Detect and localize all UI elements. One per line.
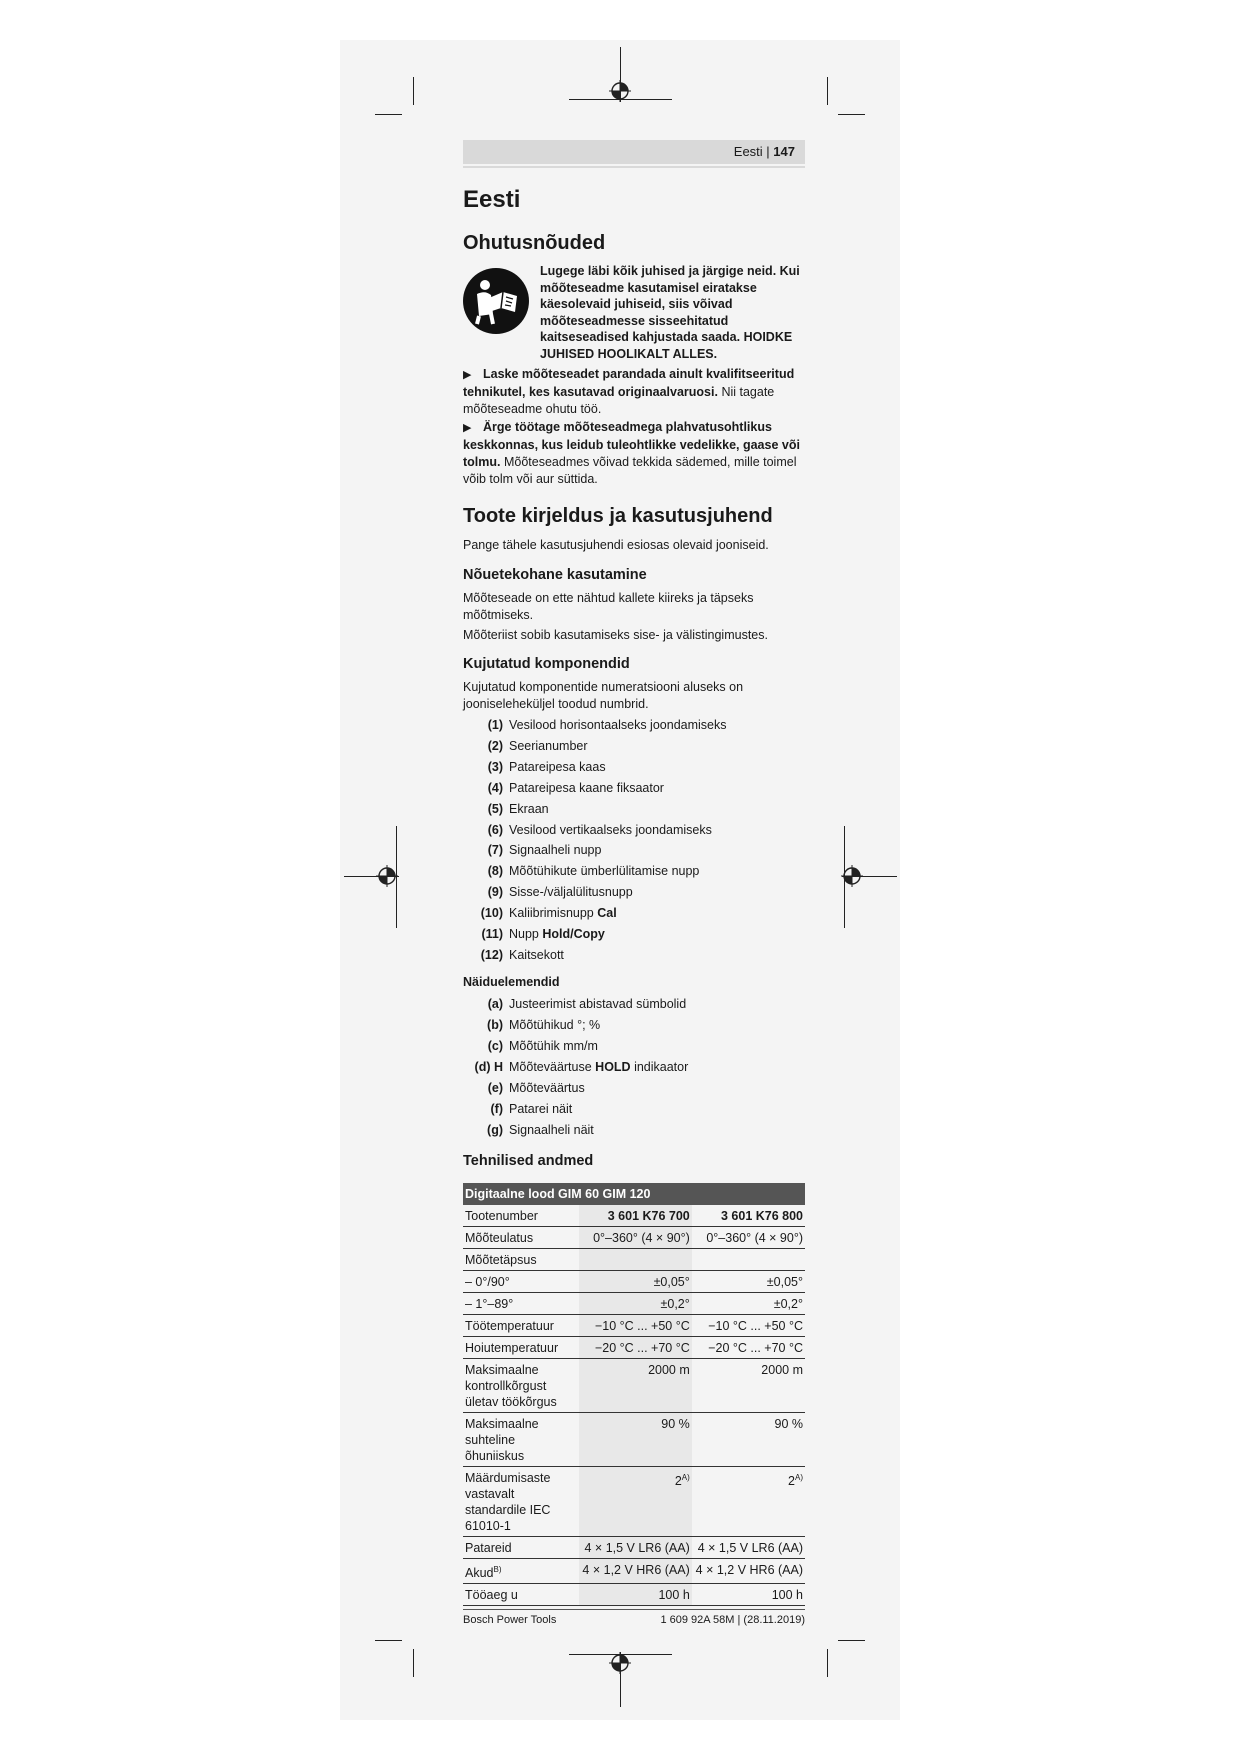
spec-value-text: 90 % [774, 1417, 803, 1431]
table-row [463, 1337, 805, 1359]
header-language: Eesti [733, 144, 763, 159]
table-title: Digitaalne lood GIM 60 GIM 120 [463, 1183, 805, 1205]
spec-value-text: ±0,2° [773, 1297, 803, 1311]
spec-value-text: 2 [788, 1474, 795, 1489]
spec-label-text: Töötemperatuur [465, 1319, 554, 1333]
spec-value-gim120 [692, 1537, 805, 1559]
component-label: Patareipesa kaas [509, 759, 606, 774]
spec-value-gim60 [579, 1249, 692, 1271]
display-list-item [467, 1080, 585, 1096]
spec-value-gim120 [692, 1293, 805, 1315]
display-list-item [467, 1101, 572, 1117]
display-number: (g) [487, 1123, 503, 1137]
header-rule [463, 166, 805, 168]
spec-label [463, 1467, 579, 1537]
tech-data-heading: Tehnilised andmed [463, 1153, 594, 1169]
display-number: (d) H [474, 1060, 503, 1074]
registration-target-icon [841, 865, 863, 887]
spec-label-text: – 0°/90° [465, 1275, 510, 1289]
spec-label [463, 1205, 579, 1227]
table-header-row [463, 1183, 805, 1205]
display-list-item [467, 1122, 594, 1138]
component-number: (5) [487, 801, 503, 816]
bullet-arrow-icon: ▶ [463, 369, 472, 381]
display-label: Mõõteväärtus [509, 1081, 585, 1095]
table-row [463, 1413, 805, 1467]
header-separator: | [762, 144, 774, 159]
crop-mark [375, 114, 402, 115]
component-label: Nupp [509, 927, 543, 941]
spec-value-text: 4 × 1,2 V HR6 (AA) [582, 1563, 690, 1577]
spec-value-gim120 [692, 1559, 805, 1584]
table-row [463, 1559, 805, 1584]
display-label-bold: HOLD [595, 1060, 631, 1074]
display-label: Signaalheli näit [509, 1123, 594, 1137]
spec-value-text: 0°–360° (4 × 90°) [706, 1231, 803, 1245]
table-row [463, 1359, 805, 1413]
component-label: Sisse-/väljalülitusnupp [509, 885, 633, 900]
component-label: Kaliibrimisnupp [509, 906, 598, 921]
page-number: 147 [773, 144, 795, 159]
spec-label [463, 1293, 579, 1315]
component-number: (12) [480, 947, 503, 962]
read-manual-icon [463, 268, 529, 334]
spec-value-text: 4 × 1,2 V HR6 (AA) [695, 1563, 803, 1577]
display-elements-heading: Näiduelemendid [463, 975, 560, 989]
spec-value-text: 100 h [658, 1588, 690, 1603]
spec-value-text: 100 h [771, 1588, 803, 1603]
display-number: (f) [490, 1102, 503, 1116]
component-list-item [467, 842, 601, 858]
spec-label-text: Maksimaalne kontrollkõrgust ületav töökõrgus [465, 1363, 557, 1409]
display-label: Mõõtühik mm/m [509, 1039, 598, 1053]
table-row [463, 1537, 805, 1559]
safety-bullet-bold: Laske mõõteseadet parandada ainult kvalifitseeritud tehnikutel, kes kasutavad originaalvaruosi. [463, 367, 795, 399]
spec-value-footnote: A) [681, 1473, 690, 1482]
spec-label-text: Patareid [465, 1541, 512, 1555]
spec-value-gim60 [579, 1467, 692, 1537]
component-list-item [467, 759, 606, 775]
spec-label-text: Hoiutemperatuur [465, 1341, 559, 1355]
spec-label [463, 1559, 579, 1584]
crop-mark [827, 1649, 828, 1677]
spec-label [463, 1537, 579, 1559]
component-label: Kaitsekott [509, 947, 564, 962]
spec-value-text: 3 601 K76 700 [607, 1209, 690, 1223]
spec-label-footnote: B) [493, 1565, 502, 1574]
component-label: Vesilood vertikaalseks joondamiseks [509, 822, 712, 837]
spec-value-gim60 [579, 1271, 692, 1293]
component-number: (1) [487, 718, 503, 732]
spec-value-text: 2000 m [761, 1363, 803, 1377]
component-number: (10) [480, 906, 503, 921]
safety-bullet-bold: Ärge töötage mõõteseadmega plahvatusohtlikus keskkonnas, kus leidub tuleohtlikke vedelikke, gaase või tolmu. [463, 420, 800, 469]
spec-value-gim120 [692, 1227, 805, 1249]
spec-value-text: −10 °C ... +50 °C [594, 1319, 690, 1333]
component-number: (11) [481, 927, 503, 941]
table-row [463, 1293, 805, 1315]
spec-value-gim60 [579, 1413, 692, 1467]
spec-value-gim120 [692, 1584, 805, 1606]
table-row [463, 1205, 805, 1227]
display-label: Mõõtühikud °; % [509, 1018, 601, 1032]
components-heading: Kujutatud komponendid [463, 656, 630, 672]
spec-label-text: Mõõtetäpsus [465, 1253, 537, 1267]
safety-warning: Lugege läbi kõik juhised ja järgige neid. Kui mõõteseadme kasutamisel eiratakse käesolevaid juhiseid, siis võivad mõõteseadmesse sisseehitatud kaitseseadised kahjustada saada. HOIDKE JUHISED HOOLIKALT ALLES. [540, 264, 800, 361]
spec-label [463, 1227, 579, 1249]
spec-label [463, 1584, 579, 1606]
spec-label-text: – 1°–89° [465, 1297, 514, 1311]
spec-value-gim60 [579, 1227, 692, 1249]
page-title: Eesti [463, 186, 521, 213]
spec-label [463, 1359, 579, 1413]
spec-value-gim120 [692, 1413, 805, 1467]
crop-mark [827, 77, 828, 105]
display-label: Patarei näit [509, 1102, 573, 1116]
component-list-item [467, 822, 712, 838]
component-label: Signaalheli nupp [509, 843, 602, 858]
spec-value-text: ±0,05° [653, 1275, 690, 1289]
display-number: (c) [487, 1039, 503, 1053]
spec-label [463, 1337, 579, 1359]
spec-value-gim60 [579, 1584, 692, 1606]
spec-label-text: Mõõteulatus [465, 1231, 534, 1245]
intended-use-heading: Nõuetekohane kasutamine [463, 567, 647, 583]
display-label: Mõõteväärtuse [509, 1060, 596, 1074]
spec-label [463, 1271, 579, 1293]
display-number: (e) [487, 1081, 503, 1095]
spec-label-text: Tootenumber [465, 1209, 538, 1223]
component-number: (2) [487, 738, 503, 753]
component-list-item [467, 926, 605, 942]
spec-value-text: 3 601 K76 800 [720, 1209, 803, 1223]
table-row [463, 1467, 805, 1537]
crop-mark [375, 1640, 402, 1641]
table-row [463, 1584, 805, 1606]
safety-bullet [463, 366, 805, 418]
spec-value-gim120 [692, 1271, 805, 1293]
spec-value-gim120 [692, 1359, 805, 1413]
component-label-bold: Cal [597, 906, 617, 921]
table-row [463, 1315, 805, 1337]
spec-value-gim60 [579, 1337, 692, 1359]
spec-value-gim60 [579, 1537, 692, 1559]
spec-label [463, 1315, 579, 1337]
crop-mark [413, 1649, 414, 1677]
components-intro: Kujutatud komponentide numeratsiooni aluseks on jooniseleheküljel toodud numbrid. [463, 680, 744, 711]
spec-value-gim60 [579, 1293, 692, 1315]
display-list-item [467, 996, 686, 1012]
display-list-item [467, 1017, 600, 1033]
spec-value-gim60 [579, 1205, 692, 1227]
spec-value-gim60 [579, 1315, 692, 1337]
component-number: (8) [487, 864, 503, 879]
page-header [463, 140, 805, 164]
component-label: Vesilood horisontaalseks joondamiseks [509, 718, 727, 732]
crop-mark [838, 114, 865, 115]
spec-value-text: ±0,05° [766, 1275, 803, 1289]
component-label: Mõõtühikute ümberlülitamise nupp [509, 864, 700, 879]
safety-bullet-text: Nii tagate mõõteseadme ohutu töö. [463, 385, 775, 416]
footer-right: 1 609 92A 58M | (28.11.2019) [660, 1614, 805, 1626]
spec-value-gim120 [692, 1315, 805, 1337]
component-label: Ekraan [509, 801, 549, 816]
component-list-item [467, 884, 633, 900]
spec-value-text: 4 × 1,5 V LR6 (AA) [697, 1541, 803, 1555]
component-label: Patareipesa kaane fiksaator [509, 780, 664, 795]
page-header-text [734, 144, 795, 159]
display-number: (b) [487, 1018, 503, 1032]
spec-value-text: −10 °C ... +50 °C [708, 1319, 803, 1333]
table-row [463, 1271, 805, 1293]
display-list-item [467, 1038, 598, 1054]
spec-value-gim120 [692, 1467, 805, 1537]
spec-value-text: −20 °C ... +70 °C [708, 1341, 803, 1355]
spec-label [463, 1413, 579, 1467]
registration-target-icon [609, 80, 631, 102]
component-list-item [467, 780, 664, 796]
component-label: Seerianumber [509, 738, 588, 753]
table-row [463, 1227, 805, 1249]
spec-value-gim60 [579, 1359, 692, 1413]
footer-left: Bosch Power Tools [463, 1614, 557, 1626]
footer-rule [463, 1609, 805, 1610]
spec-value-gim60 [579, 1559, 692, 1584]
spec-value-footnote: A) [795, 1473, 803, 1482]
spec-value-text: −20 °C ... +70 °C [594, 1341, 690, 1355]
component-number: (9) [487, 885, 503, 900]
component-list-item [467, 863, 699, 879]
safety-bullet [463, 419, 805, 488]
spec-value-text: 2000 m [648, 1363, 690, 1377]
spec-value-gim120 [692, 1337, 805, 1359]
spec-value-text: ±0,2° [660, 1297, 690, 1311]
spec-value-text: 2 [674, 1474, 682, 1489]
component-label-bold: Hold/Copy [542, 927, 605, 941]
product-heading: Toote kirjeldus ja kasutusjuhend [463, 505, 773, 527]
spec-value-text: 4 × 1,5 V LR6 (AA) [584, 1541, 690, 1555]
spec-value-gim120 [692, 1249, 805, 1271]
display-list-item [467, 1059, 688, 1075]
spec-value-gim120 [692, 1205, 805, 1227]
component-list-item [467, 717, 727, 733]
safety-heading: Ohutusnõuded [463, 232, 606, 254]
spec-label-text: Tööaeg u [465, 1588, 518, 1603]
crop-mark [413, 77, 414, 105]
component-number: (4) [487, 780, 503, 795]
bullet-arrow-icon: ▶ [463, 422, 472, 434]
spec-value-text: 90 % [661, 1417, 690, 1431]
registration-target-icon [376, 865, 398, 887]
spec-label [463, 1249, 579, 1271]
crop-mark [838, 1640, 865, 1641]
safety-bullet-text: Mõõteseadmes võivad tekkida sädemed, mille toimel võib tolm või aur süttida. [463, 455, 797, 486]
component-number: (6) [487, 822, 503, 837]
table-row [463, 1249, 805, 1271]
spec-value-text: 0°–360° (4 × 90°) [593, 1231, 690, 1245]
registration-target-icon [609, 1652, 631, 1674]
component-list-item [467, 947, 564, 963]
component-number: (7) [487, 843, 503, 858]
component-list-item [467, 801, 549, 817]
display-number: (a) [487, 997, 503, 1011]
spec-label-text: Määrdumisaste vastavalt standardile IEC 61010-1 [465, 1471, 551, 1533]
product-intro: Pange tähele kasutusjuhendi esiosas olevaid jooniseid. [463, 538, 769, 552]
component-number: (3) [487, 759, 503, 774]
intended-use-text: Mõõteriist sobib kasutamiseks sise- ja välistingimustes. [463, 628, 768, 642]
display-label: Justeerimist abistavad sümbolid [509, 997, 687, 1011]
spec-label-text: Maksimaalne suhteline õhuniiskus [465, 1417, 539, 1463]
intended-use-text: Mõõteseade on ette nähtud kallete kiireks ja täpseks mõõtmiseks. [463, 591, 754, 622]
tech-data-table [463, 1183, 805, 1606]
component-list-item [467, 738, 588, 754]
display-label-suffix: indikaator [630, 1060, 689, 1074]
spec-label-text: Akud [465, 1566, 494, 1581]
component-list-item [467, 905, 617, 921]
